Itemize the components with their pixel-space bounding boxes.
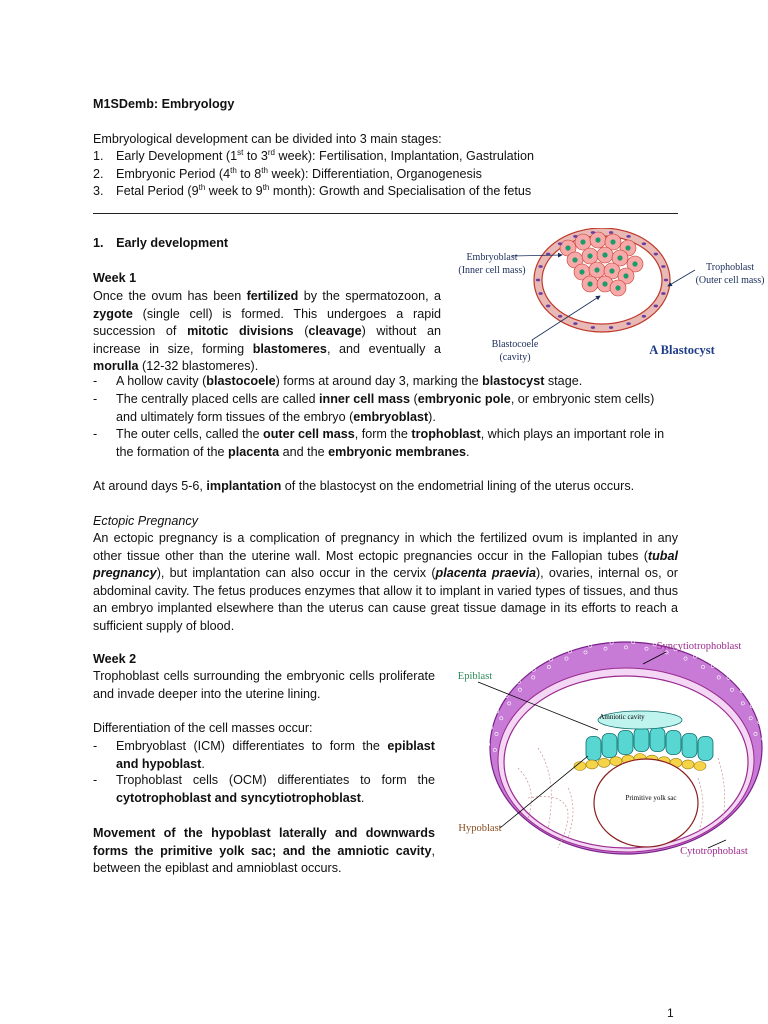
syncytio-nucleus: [721, 664, 724, 667]
blastocyst-caption: A Blastocyst: [649, 343, 715, 357]
plain-text: Trophoblast cells (OCM) differentiates to form the: [116, 773, 435, 787]
syncytio-nucleus: [594, 638, 597, 641]
emphasis-text: outer cell mass: [263, 427, 355, 441]
bullet-text: [116, 772, 435, 807]
emphasis-text: epiblast and hypoblast: [116, 739, 435, 771]
plain-text: , form the: [354, 427, 412, 441]
plain-text: , or embryonic stem cells) and ultimately form tissues of the embryo (: [116, 392, 655, 424]
ordinal-suffix: th: [262, 183, 270, 192]
ordinal-suffix: th: [230, 165, 237, 175]
plain-text: Movement of the hypoblast laterally and downwards forms the primitive yolk sac; and the amniotic cavity: [93, 826, 435, 858]
trophoblast-nucleus: [573, 235, 577, 238]
stage-text: week): Fertilisation, Implantation, Gastrulation: [274, 149, 534, 163]
trophoblast-nucleus: [642, 315, 646, 318]
stage-text: Early Development (1: [116, 149, 238, 163]
plain-text: of the blastocyst on the endometrial lining of the uterus occurs.: [281, 479, 635, 493]
plain-text: , which plays an important role in the formation of the: [116, 427, 665, 459]
stage-item: [93, 148, 534, 166]
amniotic-cavity-label: Amniotic cavity: [599, 713, 645, 721]
icm-nucleus: [610, 239, 615, 244]
plain-text: Once the ovum has been: [93, 289, 247, 303]
plain-text: ), but implantation can also occur in the cervix (: [156, 566, 436, 581]
syncytio-nucleus: [762, 737, 765, 740]
trophoblast-nucleus: [558, 315, 562, 318]
syncytiotrophoblast-label: Syncytiotrophoblast: [656, 641, 742, 652]
icm-nucleus: [595, 237, 600, 242]
trophoblast-label: Trophoblast: [706, 262, 754, 273]
syncytio-nucleus: [640, 638, 643, 639]
epiblast-cell: [682, 734, 697, 758]
epiblast-cell: [698, 737, 713, 761]
plain-text: ), ovaries, internal os, or abdominal cavity. The fetus produces enzymes that allow it to implant in varied types of tissues, and thus an embryo implanted elsewhere than the uterus can cause great tissue damage in its efforts to reach a sufficient supply of blood.: [93, 566, 678, 633]
week2-paragraph-1: Trophoblast cells surrounding the embryonic cells proliferate and invade deeper into the uterine lining.: [93, 669, 435, 701]
syncytio-nucleus: [503, 687, 506, 690]
stage-number: 2.: [93, 166, 104, 181]
document-title: M1SDemb: Embryology: [93, 97, 235, 111]
plain-text: The centrally placed cells are called: [116, 392, 320, 406]
plain-text: .: [466, 444, 470, 459]
hypoblast-cell: [694, 762, 706, 771]
plain-text: (12-32 blastomeres).: [138, 359, 259, 374]
emphasis-text: tubal pregnancy: [93, 548, 678, 581]
emphasis-text: inner cell mass: [319, 392, 411, 406]
icm-nucleus: [602, 281, 607, 286]
ordinal-suffix: th: [198, 183, 206, 192]
emphasis-text: morulla: [93, 359, 139, 374]
syncytio-nucleus: [760, 708, 763, 711]
blastocoele-label: Blastocoele: [491, 339, 539, 350]
icm-nucleus: [565, 245, 570, 250]
trophoblast-nucleus: [664, 279, 668, 282]
syncytio-nucleus: [533, 660, 536, 663]
trophoblast-nucleus: [591, 231, 595, 234]
stage-text: to 8: [236, 166, 262, 181]
epiblast-cell: [666, 731, 681, 755]
emphasis-text: fertilized: [246, 289, 299, 303]
emphasis-text: zygote: [93, 306, 133, 321]
trophoblast-nucleus: [654, 253, 658, 256]
trophoblast-nucleus: [546, 305, 550, 308]
trophoblast-nucleus: [609, 231, 613, 234]
emphasis-text: blastocyst: [482, 374, 545, 388]
primitive-yolk-sac: [594, 759, 698, 847]
icm-nucleus: [625, 245, 630, 250]
plain-text: , and eventually a: [326, 341, 441, 356]
icm-nucleus: [580, 239, 585, 244]
stage-item: [93, 166, 482, 184]
syncytio-nucleus: [484, 719, 487, 722]
week1-heading: Week 1: [93, 271, 137, 285]
emphasis-text: cytotrophoblast and syncytiotrophoblast: [116, 790, 361, 805]
emphasis-text: placenta praevia: [435, 566, 536, 581]
icm-nucleus: [632, 261, 637, 266]
epiblast-cell: [650, 728, 665, 752]
plain-text: A hollow cavity (: [116, 374, 207, 388]
hypoblast-label: Hypoblast: [458, 823, 502, 834]
page-number: 1: [667, 1006, 674, 1020]
emphasis-text: embryonic pole: [417, 392, 511, 406]
bullet-text: [116, 426, 678, 461]
bullet-dash: -: [93, 427, 98, 441]
plain-text: and the: [279, 444, 329, 459]
icm-nucleus: [594, 267, 599, 272]
trophoblast-nucleus: [642, 242, 646, 245]
icm-nucleus: [623, 273, 628, 278]
trophoblast-nucleus: [661, 292, 665, 295]
syncytio-nucleus: [750, 692, 753, 695]
plain-text: .: [201, 756, 205, 771]
implantation-paragraph: [93, 478, 678, 496]
bullet-dash: -: [93, 739, 98, 753]
icm-nucleus: [617, 255, 622, 260]
trophoblast-nucleus: [626, 322, 630, 325]
plain-text: Embryoblast (ICM) differentiates to form the: [116, 739, 388, 753]
stage-text: week to 9: [205, 184, 263, 198]
icm-nucleus: [572, 257, 577, 262]
emphasis-text: trophoblast: [411, 427, 481, 441]
section-heading-early-development: 1. Early development: [93, 236, 229, 250]
stage-text: Embryonic Period (4: [116, 166, 231, 181]
trophoblast-nucleus: [573, 322, 577, 325]
epiblast-label: Epiblast: [457, 671, 493, 682]
icm-nucleus: [602, 252, 607, 257]
syncytio-nucleus: [487, 743, 490, 746]
emphasis-text: cleavage: [308, 324, 362, 339]
trophoblast-nucleus: [591, 326, 595, 329]
syncytio-nucleus: [572, 643, 575, 646]
stage-text: month): Growth and Specialisation of the fetus: [269, 184, 532, 198]
icm-nucleus: [579, 269, 584, 274]
epiblast-cell: [602, 734, 617, 758]
plain-text: (: [410, 392, 418, 406]
epiblast-cell: [634, 728, 649, 752]
embryoblast-sublabel: (Inner cell mass): [458, 265, 526, 276]
emphasis-text: implantation: [206, 479, 282, 493]
plain-text: ) without an increase in size, forming: [93, 324, 441, 356]
plain-text: .: [360, 790, 365, 805]
hypoblast-cell: [682, 760, 694, 769]
syncytio-nucleus: [480, 737, 483, 740]
week2-paragraph-2: Differentiation of the cell masses occur:: [93, 721, 313, 735]
icm-nucleus: [609, 268, 614, 273]
trophoblast-nucleus: [654, 305, 658, 308]
ordinal-suffix: rd: [267, 148, 275, 157]
trophoblast-sublabel: (Outer cell mass): [695, 275, 765, 286]
plain-text: (single cell) is formed. This undergoes a rapid succession of: [93, 306, 441, 339]
cytotrophoblast-label: Cytotrophoblast: [680, 846, 748, 857]
stage-text: Fetal Period (9: [116, 184, 199, 198]
emphasis-text: embryonic membranes: [328, 444, 467, 459]
trophoblast-nucleus: [536, 279, 540, 282]
plain-text: ) forms at around day 3, marking the: [275, 374, 483, 388]
bullet-text: [116, 738, 435, 773]
plain-text: ).: [428, 409, 436, 424]
stage-text: to 3: [243, 149, 268, 163]
plain-text: by the spermatozoon, a: [298, 289, 441, 303]
icm-nucleus: [587, 253, 592, 258]
syncytio-nucleus: [492, 702, 495, 705]
plain-text: stage.: [544, 374, 583, 388]
syncytio-nucleus: [517, 673, 520, 676]
syncytio-nucleus: [737, 677, 740, 680]
ectopic-paragraph: [93, 530, 678, 636]
plain-text: An ectopic pregnancy is a complication of pregnancy in which the fertilized ovum is implanted in any other tissue other than the uterine wall. Most ectopic pregnancies occur in the Fallopian tubes (: [93, 531, 678, 563]
stage-number: 1.: [93, 149, 104, 163]
icm-nucleus: [615, 285, 620, 290]
trophoblast-nucleus: [538, 292, 542, 295]
intro-line: Embryological development can be divided into 3 main stages:: [93, 132, 442, 146]
blastocoele-sublabel: (cavity): [499, 352, 531, 363]
trophoblast-nucleus: [626, 235, 630, 238]
trophoblast-nucleus: [609, 326, 613, 329]
bullet-dash: -: [93, 374, 98, 388]
week2-paragraph-3: [93, 825, 435, 878]
stage-item: [93, 183, 531, 201]
ordinal-suffix: th: [261, 165, 268, 175]
plain-text: , between the epiblast and amnioblast occurs.: [93, 843, 435, 876]
plain-text: The outer cells, called the: [116, 427, 264, 441]
emphasis-text: blastomeres: [252, 341, 327, 356]
trophoblast-nucleus: [558, 242, 562, 245]
bullet-text: [116, 391, 678, 426]
ordinal-suffix: st: [237, 148, 244, 157]
bullet-dash: -: [93, 773, 98, 787]
emphasis-text: embryoblast: [353, 409, 429, 424]
trophoblast-nucleus: [538, 265, 542, 268]
icm-nucleus: [587, 281, 592, 286]
hypoblast-cell: [598, 758, 610, 767]
emphasis-text: placenta: [228, 444, 280, 459]
emphasis-text: blastocoele: [206, 374, 276, 388]
ectopic-heading: Ectopic Pregnancy: [93, 514, 199, 528]
epiblast-cell: [586, 737, 601, 761]
bullet-dash: -: [93, 392, 98, 406]
week2-heading: Week 2: [93, 652, 137, 666]
plain-text: (: [293, 324, 309, 339]
embryoblast-label: Embryoblast: [466, 252, 518, 263]
bullet-text: [116, 373, 678, 391]
stage-number: 3.: [93, 184, 104, 198]
stage-text: week): Differentiation, Organogenesis: [267, 166, 482, 181]
week1-paragraph: [93, 288, 441, 376]
syncytio-nucleus: [552, 650, 555, 653]
horizontal-rule: [93, 213, 678, 214]
yolk-sac-label: Primitive yolk sac: [625, 794, 677, 802]
syncytio-nucleus: [703, 653, 706, 656]
plain-text: At around days 5-6,: [93, 479, 207, 493]
trophoblast-nucleus: [661, 265, 665, 268]
hypoblast-cell: [586, 760, 598, 769]
epiblast-cell: [618, 731, 633, 755]
emphasis-text: mitotic divisions: [187, 324, 294, 339]
